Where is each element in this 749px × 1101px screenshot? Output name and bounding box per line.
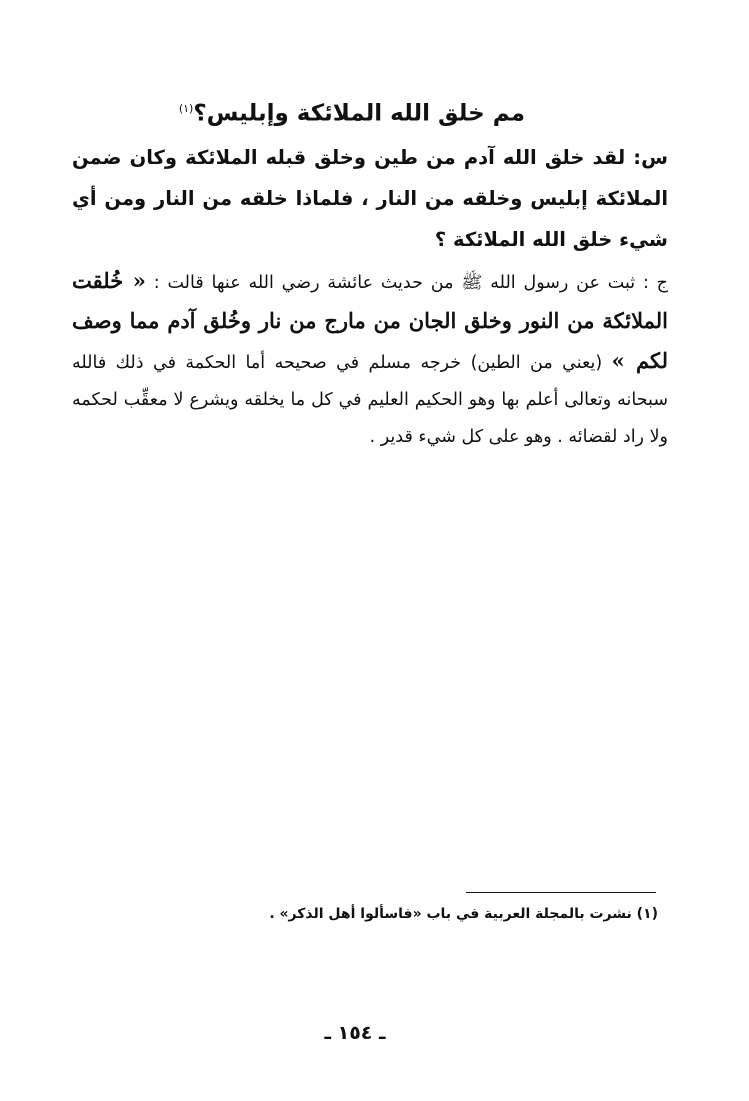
page-number: ـ ١٥٤ ـ (324, 1022, 386, 1044)
hadith-quote: « خُلقت الملائكة من النور وخلق الجان من مارج من نار وخُلق آدم مما وصف لكم » (72, 268, 668, 373)
title-text: مم خلق الله الملائكة وإبليس؟ (193, 100, 525, 127)
footnote-separator (466, 892, 656, 893)
section-title (60, 92, 525, 131)
answer-intro: ج : ثبت عن رسول الله ﷺ من حديث عائشة رضي الله عنها قالت : (153, 273, 668, 293)
answer-paragraph (72, 262, 668, 456)
question-paragraph: س: لقد خلق الله آدم من طين وخلق قبله الملائكة وكان ضمن الملائكة إبليس وخلقه من النار ، فلماذا خلقه من النار ومن أي شيء خلق الله الملائكة ؟ (72, 146, 668, 251)
answer-continuation: (يعني من الطين) خرجه مسلم في صحيحه أما الحكمة في ذلك فالله سبحانه وتعالى أعلم بها وهو الحكيم العليم في كل ما يخلقه ويشرع لا معقِّب لحكمه ولا راد لقضائه . وهو على كل شيء قدير . (72, 353, 668, 447)
footnote-reference: (١) (178, 102, 194, 115)
footnote: (١) نشرت بالمجلة العربية في باب «فاسألوا أهل الذكر» . (269, 906, 658, 922)
